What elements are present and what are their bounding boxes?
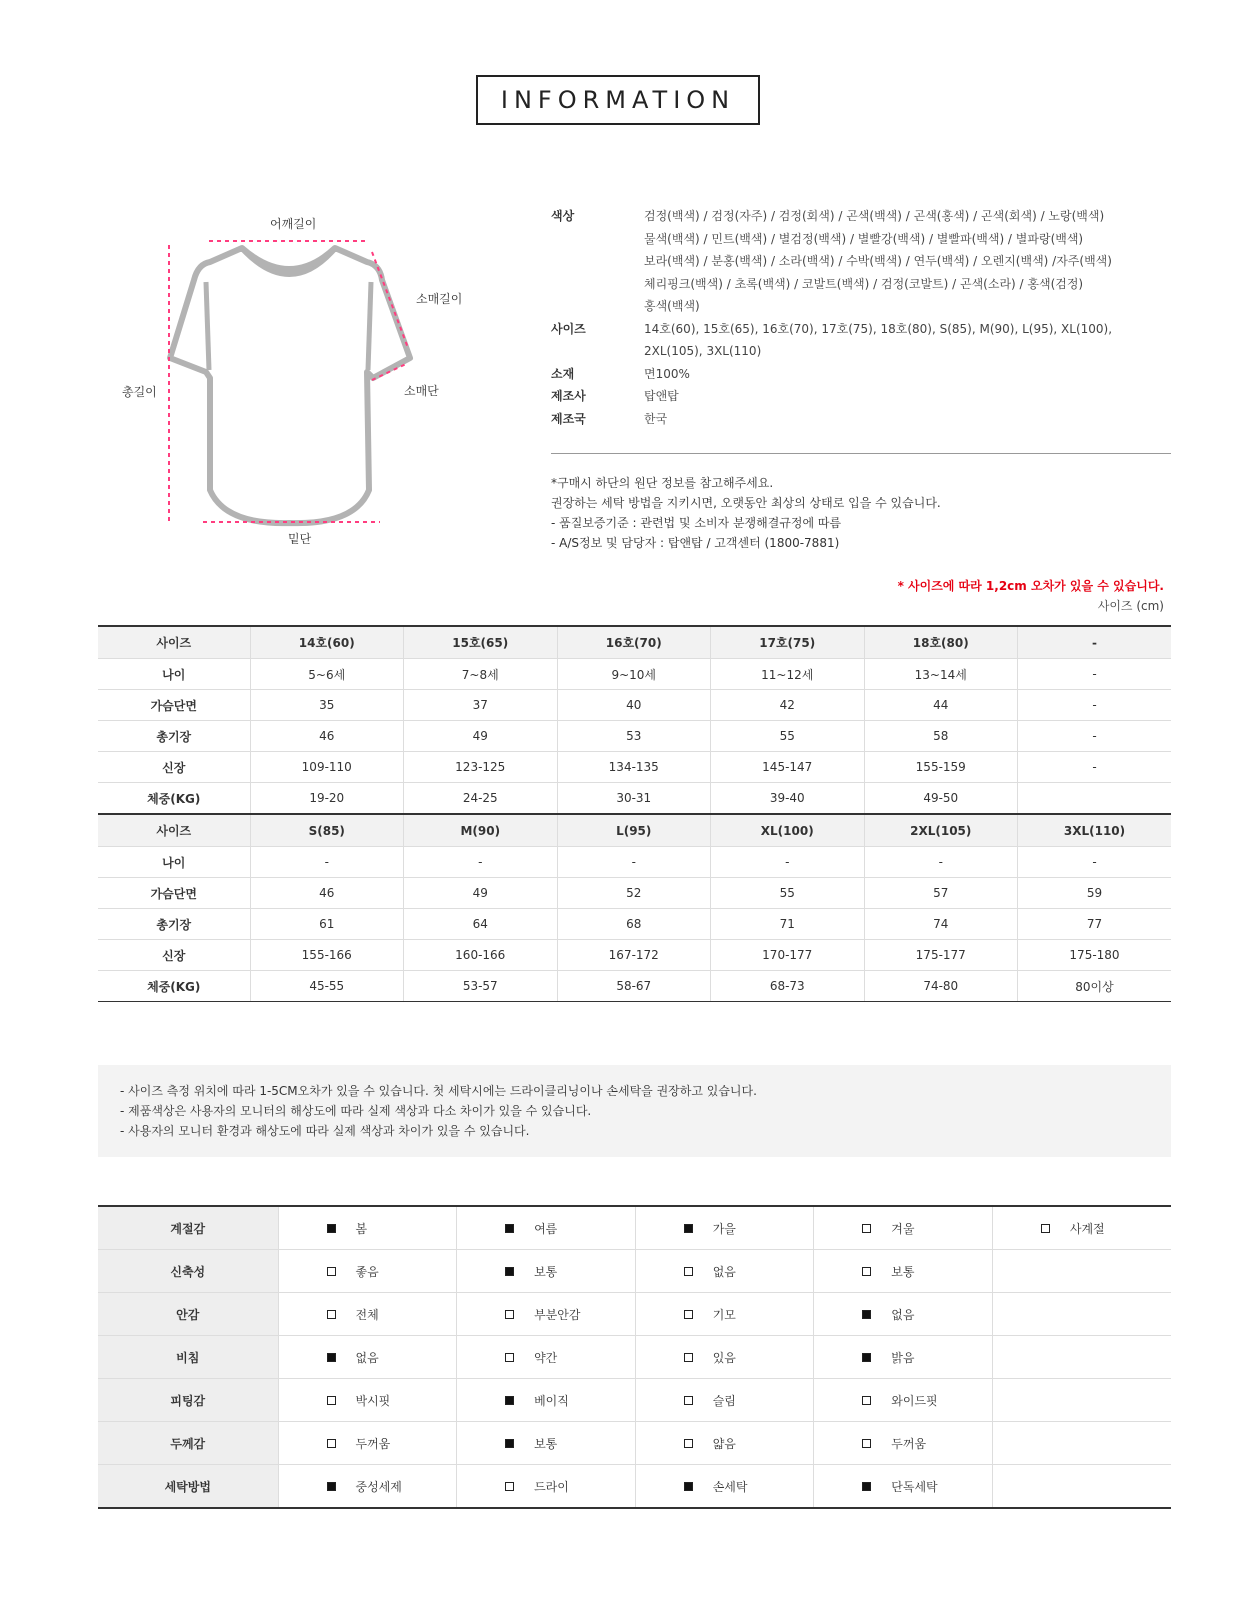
attribute-option (814, 1435, 992, 1452)
size-cell: 160-166 (404, 940, 558, 971)
attribute-option-label: 밝음 (891, 1350, 915, 1365)
unchecked-box-icon (327, 1267, 336, 1276)
attribute-option-label: 부분안감 (534, 1307, 581, 1322)
unchecked-box-icon (1041, 1224, 1050, 1233)
attribute-option (993, 1220, 1171, 1237)
product-info (551, 205, 1171, 430)
unchecked-box-icon (862, 1267, 871, 1276)
size-cell: 44 (864, 690, 1018, 721)
attribute-option-cell (992, 1422, 1171, 1465)
attribute-option-cell (992, 1336, 1171, 1379)
size-row (98, 690, 1171, 721)
size-cell: 49 (404, 878, 558, 909)
size-cell: - (557, 847, 711, 878)
size-cell: 49 (404, 721, 558, 752)
attribute-option-label: 두꺼움 (355, 1436, 391, 1451)
attribute-option (814, 1349, 992, 1366)
checked-box-icon (327, 1482, 336, 1491)
checked-box-icon (862, 1353, 871, 1362)
size-cell: 175-180 (1018, 940, 1172, 971)
info-key: 제조국 (551, 411, 586, 426)
size-cell: 59 (1018, 878, 1172, 909)
unchecked-box-icon (505, 1482, 514, 1491)
size-row-label: 총기장 (98, 909, 250, 940)
size-cell: 14호(60) (250, 626, 404, 659)
attribute-option-label: 전체 (355, 1307, 379, 1322)
attribute-option-cell (635, 1422, 814, 1465)
guide-box (98, 1065, 1171, 1157)
attribute-option-label: 기모 (712, 1307, 736, 1322)
info-value (644, 385, 1171, 408)
attribute-option-label: 사계절 (1069, 1221, 1105, 1236)
checked-box-icon (505, 1396, 514, 1405)
attribute-name: 피팅감 (98, 1379, 278, 1422)
attribute-option-cell (278, 1379, 457, 1422)
attribute-option-label: 약간 (534, 1350, 558, 1365)
size-cell: 53-57 (404, 971, 558, 1002)
size-cell: 71 (711, 909, 865, 940)
size-cell: 74 (864, 909, 1018, 940)
hem-label: 밑단 (288, 532, 312, 546)
size-cell: - (250, 847, 404, 878)
attribute-option-label: 얇음 (712, 1436, 736, 1451)
attribute-row (98, 1336, 1171, 1379)
size-cell: - (1018, 847, 1172, 878)
attribute-name: 신축성 (98, 1250, 278, 1293)
info-key: 소재 (551, 366, 575, 381)
size-cell: L(95) (557, 814, 711, 847)
size-cell: 55 (711, 878, 865, 909)
size-cell: 2XL(105) (864, 814, 1018, 847)
info-row (551, 363, 1171, 386)
info-value (644, 318, 1171, 363)
attribute-option-cell (814, 1206, 993, 1250)
size-cell: 7~8세 (404, 659, 558, 690)
checked-box-icon (505, 1439, 514, 1448)
size-cell: 24-25 (404, 783, 558, 815)
attribute-option-label: 보통 (891, 1264, 915, 1279)
attribute-option-label: 겨울 (891, 1221, 915, 1236)
size-cell: 57 (864, 878, 1018, 909)
attribute-option-cell (814, 1250, 993, 1293)
size-cell: 167-172 (557, 940, 711, 971)
size-cell: 49-50 (864, 783, 1018, 815)
info-value (644, 363, 1171, 386)
unchecked-box-icon (505, 1353, 514, 1362)
attribute-option-cell (635, 1250, 814, 1293)
attribute-option-cell (457, 1379, 636, 1422)
attribute-option (814, 1306, 992, 1323)
unchecked-box-icon (327, 1439, 336, 1448)
note-line: 권장하는 세탁 방법을 지키시면, 오랫동안 최상의 상태로 입을 수 있습니다. (551, 496, 941, 510)
unchecked-box-icon (684, 1310, 693, 1319)
size-cell: 53 (557, 721, 711, 752)
size-row (98, 752, 1171, 783)
attribute-option (457, 1306, 635, 1323)
attribute-option (457, 1263, 635, 1280)
size-cell: 16호(70) (557, 626, 711, 659)
size-row-label: 나이 (98, 659, 250, 690)
unchecked-box-icon (684, 1396, 693, 1405)
attribute-option-label: 단독세탁 (891, 1479, 938, 1494)
attribute-option-label: 봄 (355, 1221, 368, 1236)
size-row-label: 사이즈 (98, 814, 250, 847)
attribute-option-cell (992, 1379, 1171, 1422)
checked-box-icon (505, 1224, 514, 1233)
checked-box-icon (327, 1224, 336, 1233)
unchecked-box-icon (327, 1396, 336, 1405)
info-row (551, 408, 1171, 431)
size-warning: * 사이즈에 따라 1,2cm 오차가 있을 수 있습니다. (897, 579, 1164, 593)
attribute-option (636, 1306, 814, 1323)
attribute-option-label: 슬림 (712, 1393, 736, 1408)
info-key: 색상 (551, 209, 575, 223)
size-table (98, 625, 1171, 1002)
attribute-option (636, 1349, 814, 1366)
size-cell: 155-159 (864, 752, 1018, 783)
size-cell: 15호(65) (404, 626, 558, 659)
attribute-option (814, 1392, 992, 1409)
attribute-option-cell (814, 1293, 993, 1336)
attribute-option (279, 1478, 457, 1495)
size-cell: - (711, 847, 865, 878)
attribute-option-cell (814, 1422, 993, 1465)
size-cell: XL(100) (711, 814, 865, 847)
attribute-option-cell (278, 1250, 457, 1293)
unchecked-box-icon (327, 1310, 336, 1319)
size-cell: 80이상 (1018, 971, 1172, 1002)
size-cell: 35 (250, 690, 404, 721)
size-cell: 170-177 (711, 940, 865, 971)
size-cell: 46 (250, 721, 404, 752)
size-cell: 5~6세 (250, 659, 404, 690)
size-cell (1018, 783, 1172, 815)
attribute-option (457, 1392, 635, 1409)
size-row-label: 가슴단면 (98, 878, 250, 909)
attribute-option (457, 1220, 635, 1237)
checked-box-icon (684, 1224, 693, 1233)
shoulder-label: 어깨길이 (270, 217, 317, 231)
attribute-row (98, 1422, 1171, 1465)
size-cell: 58 (864, 721, 1018, 752)
size-cell: - (1018, 659, 1172, 690)
size-header-row (98, 814, 1171, 847)
attribute-option (279, 1435, 457, 1452)
attribute-name: 계절감 (98, 1206, 278, 1250)
attribute-option-cell (635, 1206, 814, 1250)
info-row (551, 205, 1171, 318)
info-value-line: 탑앤탑 (644, 389, 679, 403)
notes (551, 473, 941, 553)
size-cell: 145-147 (711, 752, 865, 783)
attribute-row (98, 1206, 1171, 1250)
size-row (98, 847, 1171, 878)
size-row (98, 940, 1171, 971)
info-value-line: 홍색(백색) (644, 299, 700, 313)
unchecked-box-icon (684, 1267, 693, 1276)
note-line: - A/S정보 및 담당자 : 탑앤탑 / 고객센터 (1800-7881) (551, 536, 840, 550)
info-value (644, 408, 1171, 431)
garment-diagram (110, 200, 480, 580)
attribute-name: 두께감 (98, 1422, 278, 1465)
attribute-row (98, 1465, 1171, 1509)
attribute-option-label: 손세탁 (712, 1479, 748, 1494)
unchecked-box-icon (684, 1439, 693, 1448)
attribute-option-label: 두꺼움 (891, 1436, 927, 1451)
size-cell: 9~10세 (557, 659, 711, 690)
size-row (98, 971, 1171, 1002)
checked-box-icon (684, 1482, 693, 1491)
attribute-option-label: 있음 (712, 1350, 736, 1365)
attribute-option-cell (635, 1465, 814, 1509)
attribute-option-label: 가을 (712, 1221, 736, 1236)
info-row (551, 318, 1171, 363)
attribute-name: 안감 (98, 1293, 278, 1336)
attribute-option (279, 1306, 457, 1323)
size-cell: 77 (1018, 909, 1172, 940)
size-cell: 39-40 (711, 783, 865, 815)
total-length-label: 총길이 (122, 385, 157, 399)
size-unit: 사이즈 (cm) (1097, 599, 1164, 613)
info-key: 사이즈 (551, 321, 586, 336)
attribute-option-cell (635, 1379, 814, 1422)
attribute-option-cell (992, 1465, 1171, 1509)
size-cell: - (1018, 721, 1172, 752)
size-cell: 37 (404, 690, 558, 721)
attribute-option (636, 1263, 814, 1280)
attribute-name: 비침 (98, 1336, 278, 1379)
info-key: 제조사 (551, 389, 586, 403)
size-cell: - (1018, 626, 1172, 659)
size-row (98, 783, 1171, 815)
attribute-option-cell (457, 1250, 636, 1293)
attribute-option-label: 여름 (534, 1221, 558, 1236)
size-row (98, 659, 1171, 690)
divider (551, 453, 1171, 454)
attribute-option (279, 1263, 457, 1280)
size-cell: 42 (711, 690, 865, 721)
note-line: *구매시 하단의 원단 정보를 참고해주세요. (551, 476, 774, 490)
size-cell: 175-177 (864, 940, 1018, 971)
size-row (98, 721, 1171, 752)
size-cell: 58-67 (557, 971, 711, 1002)
attribute-option-cell (457, 1422, 636, 1465)
size-row-label: 체중(KG) (98, 783, 250, 815)
size-row-label: 가슴단면 (98, 690, 250, 721)
attribute-option (814, 1220, 992, 1237)
size-cell: - (864, 847, 1018, 878)
size-cell: 17호(75) (711, 626, 865, 659)
size-cell: 61 (250, 909, 404, 940)
attribute-option-label: 없음 (355, 1350, 379, 1365)
size-row-label: 신장 (98, 940, 250, 971)
attribute-option (457, 1478, 635, 1495)
attribute-option (279, 1349, 457, 1366)
unchecked-box-icon (505, 1310, 514, 1319)
attribute-option (457, 1435, 635, 1452)
fabric-attribute-table (98, 1205, 1171, 1509)
size-cell: 64 (404, 909, 558, 940)
attribute-option-label: 중성세제 (355, 1479, 402, 1494)
attribute-option-label: 박시핏 (355, 1393, 391, 1408)
info-value-line: 보라(백색) / 분홍(백색) / 소라(백색) / 수박(백색) / 연두(백색) / 오렌지(백색) /자주(백색) (644, 254, 1112, 268)
attribute-row (98, 1379, 1171, 1422)
attribute-option (279, 1220, 457, 1237)
checked-box-icon (862, 1482, 871, 1491)
attribute-option-label: 보통 (534, 1264, 558, 1279)
size-cell: - (404, 847, 558, 878)
attribute-option (279, 1392, 457, 1409)
attribute-option-cell (814, 1379, 993, 1422)
info-value-line: 면100% (644, 366, 690, 381)
attribute-option (457, 1349, 635, 1366)
attribute-option-cell (814, 1336, 993, 1379)
attribute-option-label: 없음 (891, 1307, 915, 1322)
attribute-option (636, 1220, 814, 1237)
size-cell: 46 (250, 878, 404, 909)
size-row-label: 신장 (98, 752, 250, 783)
checked-box-icon (505, 1267, 514, 1276)
size-cell: 13~14세 (864, 659, 1018, 690)
attribute-option-cell (278, 1206, 457, 1250)
attribute-option-cell (278, 1293, 457, 1336)
attribute-option-label: 와이드핏 (891, 1393, 938, 1408)
attribute-option-label: 없음 (712, 1264, 736, 1279)
unchecked-box-icon (862, 1224, 871, 1233)
size-row (98, 909, 1171, 940)
attribute-option-cell (814, 1465, 993, 1509)
size-cell: 109-110 (250, 752, 404, 783)
attribute-option-cell (278, 1465, 457, 1509)
info-value-line: 한국 (644, 411, 668, 426)
size-row-label: 나이 (98, 847, 250, 878)
attribute-option-cell (992, 1250, 1171, 1293)
size-cell: 155-166 (250, 940, 404, 971)
size-cell: 68-73 (711, 971, 865, 1002)
size-cell: 19-20 (250, 783, 404, 815)
info-value (644, 205, 1171, 318)
size-row (98, 878, 1171, 909)
attribute-option-cell (992, 1206, 1171, 1250)
attribute-option-cell (635, 1293, 814, 1336)
size-cell: 52 (557, 878, 711, 909)
unchecked-box-icon (684, 1353, 693, 1362)
attribute-option-label: 드라이 (534, 1479, 569, 1494)
note-line: - 품질보증기준 : 관련법 및 소비자 분쟁해결규정에 따름 (551, 516, 842, 530)
attribute-option-cell (457, 1206, 636, 1250)
attribute-option (636, 1478, 814, 1495)
size-cell: 134-135 (557, 752, 711, 783)
checked-box-icon (327, 1353, 336, 1362)
size-cell: 40 (557, 690, 711, 721)
sleeve-length-label: 소매길이 (416, 292, 463, 306)
size-cell: 55 (711, 721, 865, 752)
size-cell: 45-55 (250, 971, 404, 1002)
attribute-option-cell (457, 1336, 636, 1379)
attribute-option (636, 1392, 814, 1409)
cuff-label: 소매단 (404, 384, 439, 398)
info-value-line: 물색(백색) / 민트(백색) / 별검정(백색) / 별빨강(백색) / 별빨파(백색) / 별파랑(백색) (644, 231, 1084, 246)
info-value-line: 검정(백색) / 검정(자주) / 검정(회색) / 곤색(백색) / 곤색(홍색) / 곤색(회색) / 노랑(백색) (644, 209, 1105, 223)
attribute-option-cell (278, 1422, 457, 1465)
attribute-name: 세탁방법 (98, 1465, 278, 1509)
attribute-option (814, 1478, 992, 1495)
size-cell: 18호(80) (864, 626, 1018, 659)
attribute-option-cell (457, 1293, 636, 1336)
attribute-option-label: 좋음 (355, 1264, 379, 1279)
size-cell: 123-125 (404, 752, 558, 783)
attribute-option-cell (457, 1465, 636, 1509)
size-cell: 11~12세 (711, 659, 865, 690)
size-cell: 68 (557, 909, 711, 940)
page-title: INFORMATION (476, 75, 760, 125)
attribute-option (814, 1263, 992, 1280)
attribute-row (98, 1250, 1171, 1293)
size-cell: M(90) (404, 814, 558, 847)
size-cell: 74-80 (864, 971, 1018, 1002)
attribute-option-label: 보통 (534, 1436, 558, 1451)
size-row-label: 사이즈 (98, 626, 250, 659)
size-cell: 30-31 (557, 783, 711, 815)
attribute-option-cell (635, 1336, 814, 1379)
size-cell: - (1018, 752, 1172, 783)
info-value-line: 체리핑크(백색) / 초록(백색) / 코발트(백색) / 검정(코발트) / 곤색(소라) / 홍색(검정) (644, 276, 1084, 291)
size-cell: - (1018, 690, 1172, 721)
attribute-option-label: 베이직 (534, 1393, 569, 1408)
size-cell: 3XL(110) (1018, 814, 1172, 847)
info-value-line: 14호(60), 15호(65), 16호(70), 17호(75), 18호(80), S(85), M(90), L(95), XL(100), (644, 321, 1113, 336)
attribute-option (636, 1435, 814, 1452)
size-row-label: 체중(KG) (98, 971, 250, 1002)
attribute-row (98, 1293, 1171, 1336)
info-value-line: 2XL(105), 3XL(110) (644, 344, 762, 358)
size-cell: S(85) (250, 814, 404, 847)
size-row-label: 총기장 (98, 721, 250, 752)
guide-line: - 사이즈 측정 위치에 따라 1-5CM오차가 있을 수 있습니다. 첫 세탁시에는 드라이클리닝이나 손세탁을 권장하고 있습니다. (120, 1084, 757, 1098)
guide-line: - 제품색상은 사용자의 모니터의 해상도에 따라 실제 색상과 다소 차이가 있을 수 있습니다. (120, 1104, 592, 1118)
attribute-option-cell (278, 1336, 457, 1379)
unchecked-box-icon (862, 1439, 871, 1448)
attribute-option-cell (992, 1293, 1171, 1336)
unchecked-box-icon (862, 1396, 871, 1405)
checked-box-icon (862, 1310, 871, 1319)
size-header-row (98, 626, 1171, 659)
info-row (551, 385, 1171, 408)
guide-line: - 사용자의 모니터 환경과 해상도에 따라 실제 색상과 차이가 있을 수 있습니다. (120, 1124, 530, 1138)
